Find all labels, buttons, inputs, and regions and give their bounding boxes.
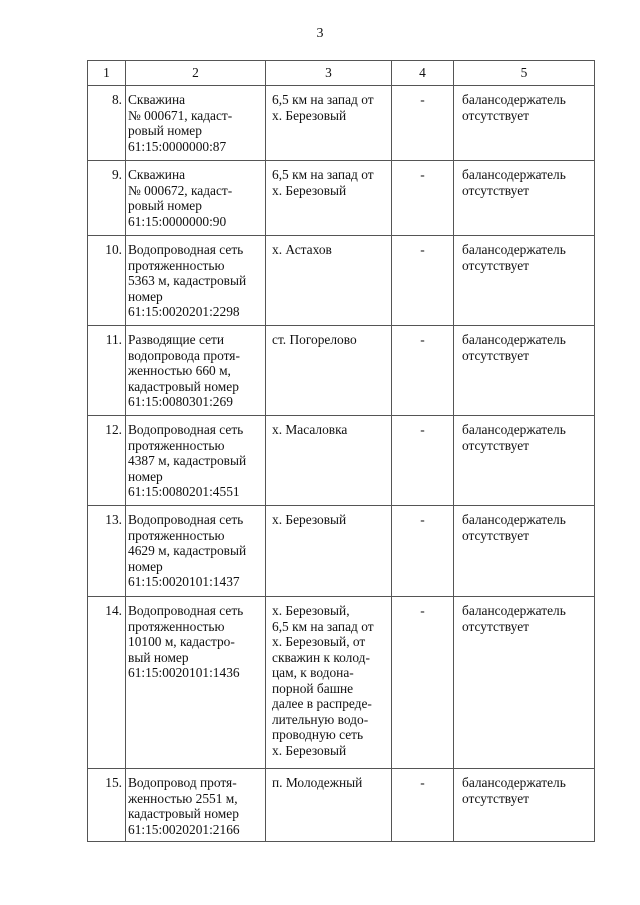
column-4-value: - xyxy=(392,597,454,769)
object-name: Водопроводная сеть протяженностью 10100 м, кадастро- вый номер 61:15:0020101:1436 xyxy=(126,597,266,769)
column-header-5: 5 xyxy=(454,61,595,86)
row-number: 13. xyxy=(88,506,126,597)
object-location: 6,5 км на запад от х. Березовый xyxy=(266,86,392,161)
row-number: 14. xyxy=(88,597,126,769)
column-4-value: - xyxy=(392,86,454,161)
page-number: 3 xyxy=(316,26,324,41)
column-4-value: - xyxy=(392,161,454,236)
column-header-1: 1 xyxy=(88,61,126,86)
row-number: 12. xyxy=(88,416,126,506)
table-row xyxy=(88,236,595,326)
object-name: Разводящие сети водопровода протя- женностью 660 м, кадастровый номер 61:15:0080301:269 xyxy=(126,326,266,416)
object-name: Скважина № 000671, кадаст- ровый номер 61:15:0000000:87 xyxy=(126,86,266,161)
object-location: 6,5 км на запад от х. Березовый xyxy=(266,161,392,236)
row-number: 8. xyxy=(88,86,126,161)
object-name: Водопровод протя- женностью 2551 м, кадастровый номер 61:15:0020201:2166 xyxy=(126,769,266,842)
column-header-2: 2 xyxy=(126,61,266,86)
balance-holder: балансодержатель отсутствует xyxy=(454,506,595,597)
property-registry-table xyxy=(87,60,595,842)
balance-holder: балансодержатель отсутствует xyxy=(454,161,595,236)
object-name: Водопроводная сеть протяженностью 4387 м, кадастровый номер 61:15:0080201:4551 xyxy=(126,416,266,506)
column-4-value: - xyxy=(392,416,454,506)
object-location: п. Молодежный xyxy=(266,769,392,842)
row-number: 11. xyxy=(88,326,126,416)
table-row xyxy=(88,161,595,236)
column-4-value: - xyxy=(392,769,454,842)
balance-holder: балансодержатель отсутствует xyxy=(454,416,595,506)
balance-holder: балансодержатель отсутствует xyxy=(454,236,595,326)
balance-holder: балансодержатель отсутствует xyxy=(454,769,595,842)
row-number: 9. xyxy=(88,161,126,236)
balance-holder: балансодержатель отсутствует xyxy=(454,326,595,416)
table-row xyxy=(88,597,595,769)
row-number: 10. xyxy=(88,236,126,326)
object-name: Скважина № 000672, кадаст- ровый номер 61:15:0000000:90 xyxy=(126,161,266,236)
column-4-value: - xyxy=(392,506,454,597)
column-header-4: 4 xyxy=(392,61,454,86)
table-row xyxy=(88,86,595,161)
object-location: х. Березовый xyxy=(266,506,392,597)
column-4-value: - xyxy=(392,236,454,326)
table-row xyxy=(88,326,595,416)
table-row xyxy=(88,506,595,597)
row-number: 15. xyxy=(88,769,126,842)
object-location: х. Березовый, 6,5 км на запад от х. Березовый, от скважин к колод- цам, к водона- порной башне далее в распреде- лительную водо- проводную сеть х. Березовый xyxy=(266,597,392,769)
table-header-row xyxy=(88,61,595,86)
table-row xyxy=(88,416,595,506)
object-location: х. Масаловка xyxy=(266,416,392,506)
object-name: Водопроводная сеть протяженностью 5363 м, кадастровый номер 61:15:0020201:2298 xyxy=(126,236,266,326)
object-location: ст. Погорелово xyxy=(266,326,392,416)
table-row xyxy=(88,769,595,842)
column-4-value: - xyxy=(392,326,454,416)
object-location: х. Астахов xyxy=(266,236,392,326)
column-header-3: 3 xyxy=(266,61,392,86)
balance-holder: балансодержатель отсутствует xyxy=(454,597,595,769)
balance-holder: балансодержатель отсутствует xyxy=(454,86,595,161)
object-name: Водопроводная сеть протяженностью 4629 м, кадастровый номер 61:15:0020101:1437 xyxy=(126,506,266,597)
